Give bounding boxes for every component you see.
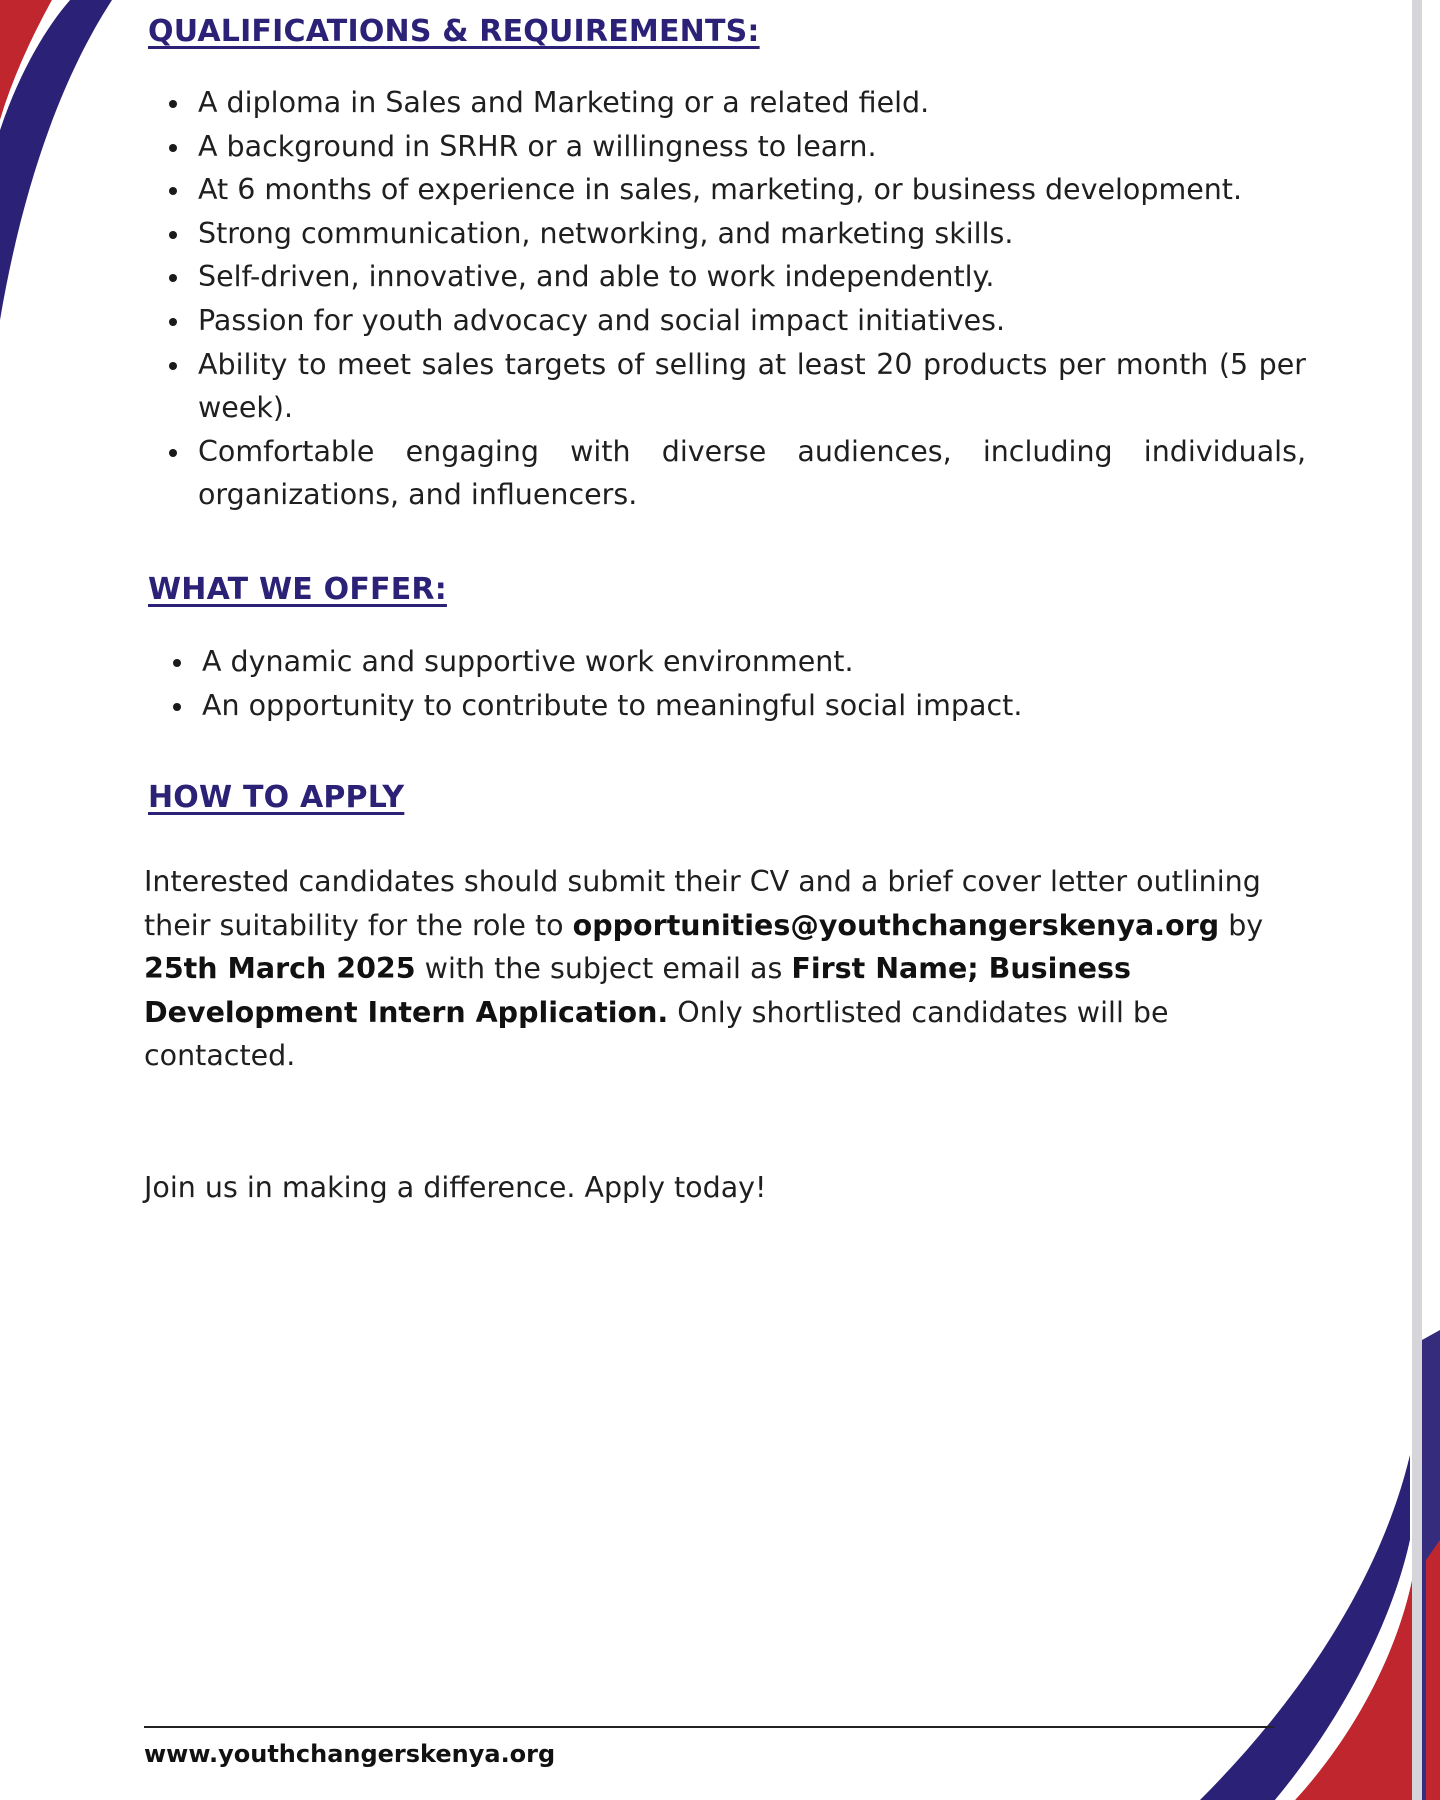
offer-list [148,640,1248,727]
closing-text: Join us in making a difference. Apply today! [144,1171,767,1204]
apply-text-4: Only shortlisted candidates will be contacted. [144,995,1169,1073]
list-item: Comfortable engaging with diverse audiences, including individuals, organizations, and influencers. [144,430,1306,517]
list-item: A dynamic and supportive work environment. [148,640,1248,684]
list-item: Passion for youth advocacy and social impact initiatives. [144,299,1306,343]
qualifications-list [144,81,1306,517]
apply-email-link[interactable]: opportunities@youthchangerskenya.org [572,908,1220,942]
apply-text-3: with the subject email as [415,952,792,986]
bottom-right-edge-red [1426,1540,1440,1800]
bottom-right-red-swoosh [1295,1580,1412,1800]
apply-deadline: 25th March 2025 [144,952,416,986]
top-left-white-gap [0,0,70,130]
top-left-navy-swoosh [0,0,112,320]
list-item: An opportunity to contribute to meaningful social impact. [148,684,1248,728]
footer-website-link[interactable]: www.youthchangerskenya.org [144,1740,556,1768]
qualifications-heading: QUALIFICATIONS & REQUIREMENTS: [148,14,760,49]
list-item: A background in SRHR or a willingness to learn. [144,125,1306,169]
list-item: A diploma in Sales and Marketing or a related field. [144,81,1306,125]
list-item: Self-driven, innovative, and able to work independently. [144,255,1306,299]
apply-heading: HOW TO APPLY [148,780,405,815]
bottom-right-edge-swoosh [1422,1330,1440,1800]
list-item: Strong communication, networking, and marketing skills. [144,212,1306,256]
apply-text-2: by [1219,908,1264,942]
list-item: At 6 months of experience in sales, marketing, or business development. [144,168,1306,212]
apply-text-1: Interested candidates should submit their CV and a brief cover letter outlining their suitability for the role to [144,865,1261,942]
apply-paragraph [144,860,1294,1078]
bottom-right-navy-swoosh [1200,1455,1410,1800]
footer-divider [144,1726,1274,1728]
page-right-edge [1412,0,1422,1800]
offer-heading: WHAT WE OFFER: [148,572,447,607]
top-left-red-swoosh [0,0,52,120]
list-item: Ability to meet sales targets of selling at least 20 products per month (5 per week). [144,343,1306,430]
apply-subject: First Name; Business Development Intern Application. [144,952,1131,1029]
bottom-right-white-gap [1275,1540,1412,1800]
